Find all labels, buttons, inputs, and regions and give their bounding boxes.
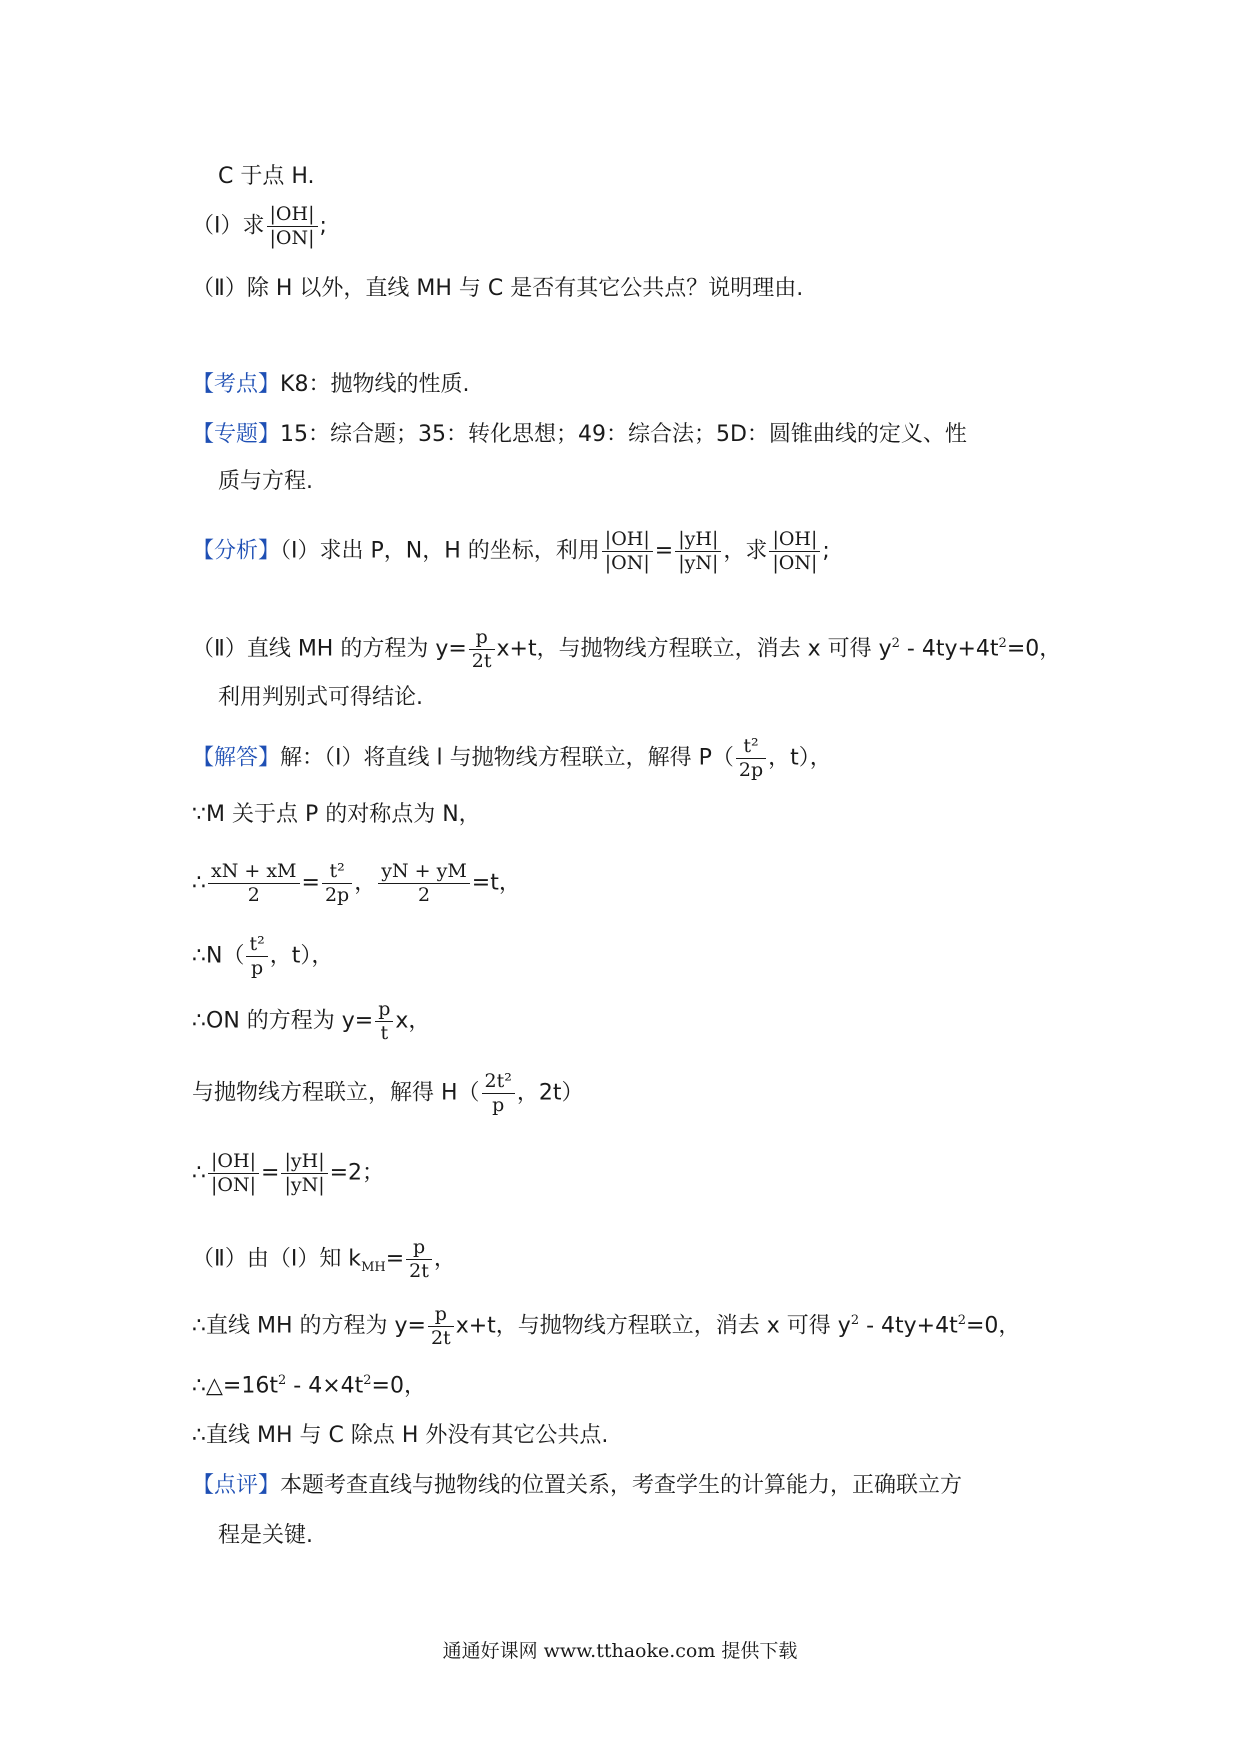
fraction-oh-on bbox=[602, 530, 653, 573]
fraction-numerator: |OH| bbox=[267, 205, 318, 227]
jieda-text: =2； bbox=[329, 1160, 385, 1186]
fenxi-text: ; bbox=[822, 538, 830, 564]
zhuanti-line bbox=[192, 424, 967, 446]
jieda-line-4 bbox=[192, 935, 333, 978]
zhuanti-text-cont: 质与方程. bbox=[218, 469, 313, 494]
zhuanti-label: 【专题】 bbox=[192, 422, 281, 447]
dianping-text: 本题考查直线与抛物线的位置关系，考查学生的计算能力，正确联立方 bbox=[280, 1473, 963, 1498]
jieda-line-9 bbox=[192, 1305, 1020, 1348]
fraction-denominator: p bbox=[251, 957, 264, 979]
fenxi-text: ，求 bbox=[723, 538, 768, 564]
jieda-line-5 bbox=[192, 1000, 430, 1043]
fenxi-label: 【分析】 bbox=[192, 538, 281, 564]
jieda-text: ∴ON 的方程为 y= bbox=[192, 1008, 374, 1034]
fraction-numerator: |OH| bbox=[208, 1152, 259, 1174]
fraction-numerator: |yH| bbox=[281, 1152, 327, 1174]
question-1-prefix: （Ⅰ）求 bbox=[192, 213, 265, 239]
fenxi-text: - 4ty+4t bbox=[899, 636, 999, 662]
jieda-text: 解：（Ⅰ）将直线 l 与抛物线方程联立，解得 P（ bbox=[280, 745, 734, 771]
fraction-denominator: 2t bbox=[430, 1327, 451, 1349]
fraction-numerator: t² bbox=[736, 737, 766, 759]
fraction-numerator: p bbox=[469, 628, 495, 650]
jieda-text: - 4ty+4t bbox=[859, 1313, 958, 1339]
fraction-denominator: 2t bbox=[409, 1260, 429, 1282]
fraction-denominator: |yN| bbox=[284, 1174, 325, 1196]
kaodian-text: K8：抛物线的性质. bbox=[280, 372, 470, 397]
subscript: MH bbox=[361, 1259, 386, 1275]
fraction-numerator: p bbox=[375, 1000, 393, 1022]
fenxi-text: （Ⅰ）求出 P，N，H 的坐标，利用 bbox=[280, 538, 600, 564]
fenxi-line bbox=[192, 530, 830, 573]
fraction-p-t bbox=[375, 1000, 393, 1043]
fraction-oh-on bbox=[769, 530, 820, 573]
jieda-text: ，t）， bbox=[269, 943, 334, 969]
jieda-text: - 4×4t bbox=[286, 1373, 364, 1399]
jieda-line-8 bbox=[192, 1238, 456, 1281]
fenxi-line-2 bbox=[192, 628, 1061, 671]
fraction-numerator: xN + xM bbox=[208, 862, 300, 884]
jieda-line-2: ∵M 关于点 P 的对称点为 N， bbox=[192, 802, 481, 827]
jieda-line-3 bbox=[192, 862, 521, 905]
problem-continuation: C 于点 H. bbox=[218, 164, 315, 189]
equals-sign: = bbox=[261, 1160, 280, 1186]
fraction-2t2-p bbox=[482, 1072, 515, 1115]
jieda-text: ， bbox=[354, 870, 377, 896]
fraction-numerator: |OH| bbox=[769, 530, 820, 552]
fraction-xn-xm bbox=[208, 862, 300, 905]
fraction-numerator: p bbox=[428, 1305, 454, 1327]
fenxi-text: x+t，与抛物线方程联立，消去 x 可得 y bbox=[496, 636, 892, 662]
fraction-p-2t bbox=[406, 1238, 432, 1281]
zhuanti-text: 15：综合题；35：转化思想；49：综合法；5D：圆锥曲线的定义、性 bbox=[280, 422, 967, 447]
fraction-denominator: 2t bbox=[471, 650, 492, 672]
superscript: 2 bbox=[363, 1373, 372, 1388]
fraction-yn-ym bbox=[378, 862, 470, 905]
fraction-denominator: 2p bbox=[324, 884, 350, 906]
fenxi-text: =0， bbox=[1006, 636, 1062, 662]
jieda-line-10 bbox=[192, 1374, 426, 1397]
jieda-text: ∴△=16t bbox=[192, 1373, 278, 1399]
fraction-t2-2p bbox=[736, 737, 766, 780]
jieda-text: ，t）， bbox=[768, 745, 832, 771]
superscript: 2 bbox=[957, 1313, 966, 1329]
jieda-text: ，2t） bbox=[516, 1080, 584, 1106]
kaodian-line bbox=[192, 374, 469, 396]
fenxi-line-3: 利用判别式可得结论. bbox=[218, 685, 423, 710]
fraction-denominator: |yN| bbox=[678, 552, 719, 574]
fraction-denominator: p bbox=[492, 1094, 505, 1116]
fraction-denominator: t bbox=[380, 1022, 389, 1044]
fraction-yh-yn bbox=[281, 1152, 327, 1195]
fraction-p-2t bbox=[428, 1305, 454, 1348]
superscript: 2 bbox=[277, 1373, 287, 1388]
fenxi-text: （Ⅱ）直线 MH 的方程为 y= bbox=[192, 636, 467, 662]
jieda-line-6 bbox=[192, 1072, 584, 1115]
fraction-t2-p bbox=[246, 935, 267, 978]
superscript: 2 bbox=[998, 636, 1007, 652]
jieda-text: ， bbox=[433, 1246, 456, 1272]
fraction-t2-2p bbox=[322, 862, 352, 905]
dianping-label: 【点评】 bbox=[192, 1473, 281, 1498]
fraction-denominator: |ON| bbox=[772, 552, 818, 574]
superscript: 2 bbox=[850, 1313, 860, 1329]
fraction-numerator: p bbox=[406, 1238, 432, 1260]
therefore-sign: ∴ bbox=[192, 1160, 206, 1186]
footer-credit: 通通好课网 www.tthaoke.com 提供下载 bbox=[442, 1640, 798, 1662]
fraction-oh-on bbox=[267, 205, 318, 248]
equals-sign: = bbox=[654, 538, 674, 564]
fraction-denominator: |ON| bbox=[604, 552, 650, 574]
fraction-denominator: 2p bbox=[738, 759, 764, 781]
equals-sign: = bbox=[385, 1246, 405, 1272]
fraction-denominator: |ON| bbox=[269, 227, 315, 249]
question-2: （Ⅱ）除 H 以外，直线 MH 与 C 是否有其它公共点？说明理由. bbox=[192, 276, 804, 301]
jieda-line-11: ∴直线 MH 与 C 除点 H 外没有其它公共点. bbox=[192, 1423, 609, 1448]
fraction-denominator: 2 bbox=[247, 884, 260, 906]
jieda-text: =t， bbox=[471, 870, 521, 896]
dianping-text-cont: 程是关键. bbox=[218, 1523, 313, 1548]
jieda-text: =0， bbox=[966, 1313, 1021, 1339]
jieda-line-1 bbox=[192, 737, 832, 780]
jieda-text: ∴N（ bbox=[192, 943, 245, 969]
equals-sign: = bbox=[301, 870, 320, 896]
kaodian-label: 【考点】 bbox=[192, 372, 281, 397]
fraction-numerator: yN + yM bbox=[378, 862, 470, 884]
jieda-line-7 bbox=[192, 1152, 384, 1195]
fraction-numerator: 2t² bbox=[482, 1072, 515, 1094]
fraction-denominator: |ON| bbox=[211, 1174, 257, 1196]
jieda-label: 【解答】 bbox=[192, 745, 281, 771]
question-1-suffix: ; bbox=[319, 213, 327, 239]
question-1 bbox=[192, 205, 327, 248]
jieda-text: =0， bbox=[371, 1373, 426, 1399]
fraction-denominator: 2 bbox=[417, 884, 431, 906]
jieda-text: x+t，与抛物线方程联立，消去 x 可得 y bbox=[455, 1313, 851, 1339]
fraction-numerator: t² bbox=[246, 935, 267, 957]
dianping-line bbox=[192, 1475, 962, 1497]
jieda-text: x， bbox=[395, 1008, 431, 1034]
superscript: 2 bbox=[891, 636, 900, 652]
jieda-text: ∴直线 MH 的方程为 y= bbox=[192, 1313, 426, 1339]
jieda-text: 与抛物线方程联立，解得 H（ bbox=[192, 1080, 480, 1106]
fraction-p-2t bbox=[469, 628, 495, 671]
therefore-sign: ∴ bbox=[192, 870, 206, 896]
fraction-oh-on bbox=[208, 1152, 259, 1195]
fraction-yh-yn bbox=[675, 530, 721, 573]
fraction-numerator: t² bbox=[322, 862, 352, 884]
fraction-numerator: |yH| bbox=[675, 530, 721, 552]
fraction-numerator: |OH| bbox=[602, 530, 653, 552]
jieda-text: （Ⅱ）由（Ⅰ）知 k bbox=[192, 1246, 362, 1272]
